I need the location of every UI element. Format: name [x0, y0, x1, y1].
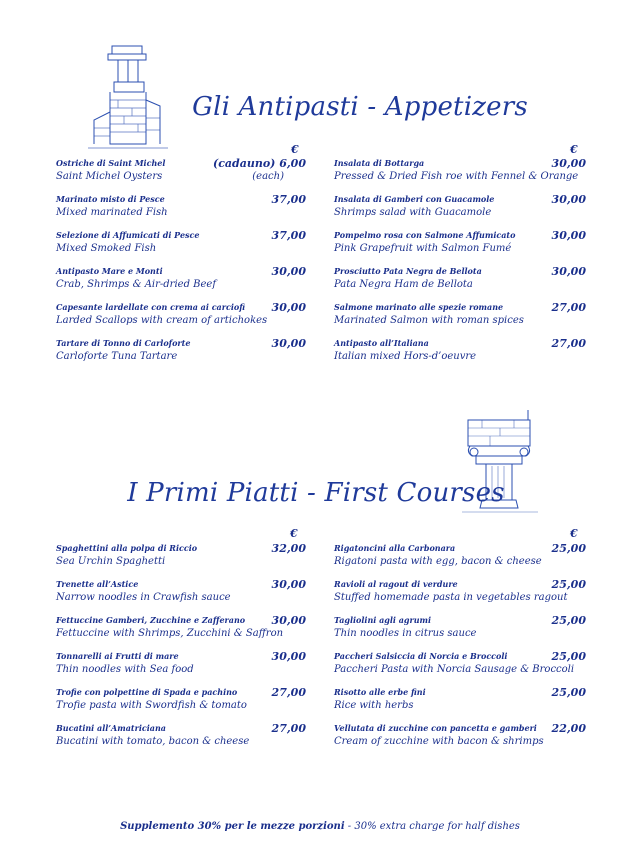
- menu-item-name: Insalata di Bottarga: [334, 158, 425, 168]
- menu-item: [56, 722, 306, 758]
- section-title-appetizers: Gli Antipasti - Appetizers: [192, 92, 528, 122]
- menu-item-description: Pressed & Dried Fish roe with Fennel & Orange: [334, 171, 579, 182]
- menu-item-price: 37,00: [271, 229, 306, 242]
- menu-item-name: Antipasto Mare e Monti: [56, 266, 163, 276]
- menu-item-description: Sea Urchin Spaghetti: [56, 556, 166, 567]
- menu-item-name: Bucatini all’Amatriciana: [56, 723, 166, 733]
- menu-item-name: Paccheri Salsiccia di Norcia e Broccoli: [334, 651, 508, 661]
- menu-item: [56, 229, 306, 265]
- menu-item-description: Shrimps salad with Guacamole: [334, 207, 492, 218]
- menu-item-price: 30,00: [271, 301, 306, 314]
- menu-item-name: Trenette all’Astice: [56, 579, 139, 589]
- menu-item-name: Trofie con polpettine di Spada e pachino: [56, 687, 238, 697]
- menu-item-description: Italian mixed Hors-d’oeuvre: [334, 351, 477, 362]
- menu-item-name: Antipasto all’Italiana: [334, 338, 429, 348]
- menu-item: [334, 614, 586, 650]
- menu-item-name: Pompelmo rosa con Salmone Affumicato: [334, 230, 516, 240]
- menu-item: [334, 265, 586, 301]
- menu-item-name: Tonnarelli ai Frutti di mare: [56, 651, 179, 661]
- appetizers-left-column: [56, 157, 306, 373]
- menu-item: [334, 542, 586, 578]
- menu-item-description: Thin noodles in citrus sauce: [334, 628, 477, 639]
- menu-item: [56, 301, 306, 337]
- menu-item: [334, 650, 586, 686]
- menu-item-name: Selezione di Affumicati di Pesce: [56, 230, 200, 240]
- menu-item-price: 30,00: [271, 614, 306, 627]
- menu-item-price: 27,00: [271, 722, 306, 735]
- menu-item-name: Salmone marinato alle spezie romane: [334, 302, 504, 312]
- menu-item-description: Pink Grapefruit with Salmon Fumé: [334, 243, 512, 254]
- menu-item-price: 30,00: [271, 578, 306, 591]
- menu-item: [56, 578, 306, 614]
- menu-item-price: 27,00: [551, 337, 586, 350]
- menu-item-name: Vellutata di zucchine con pancetta e gamberi: [334, 723, 537, 733]
- menu-item-price-note: (each): [252, 171, 284, 182]
- appetizers-right-column: [334, 157, 586, 373]
- menu-item: [56, 686, 306, 722]
- menu-item-name: Ostriche di Saint Michel: [56, 158, 166, 168]
- menu-item-description: Rice with herbs: [334, 700, 414, 711]
- menu-item-description: Fettuccine with Shrimps, Zucchini & Saffron: [56, 628, 284, 639]
- menu-item-name: Marinato misto di Pesce: [56, 194, 165, 204]
- section-title-first-courses: I Primi Piatti - First Courses: [127, 478, 505, 508]
- menu-item: [56, 157, 306, 193]
- menu-item-name: Prosciutto Pata Negra de Bellota: [334, 266, 482, 276]
- menu-item-description: Rigatoni pasta with egg, bacon & cheese: [334, 556, 542, 567]
- menu-item-description: Larded Scallops with cream of artichokes: [56, 315, 268, 326]
- menu-item-price: 30,00: [551, 265, 586, 278]
- menu-item-description: Paccheri Pasta with Norcia Sausage & Broccoli: [334, 664, 575, 675]
- currency-symbol: €: [570, 143, 578, 156]
- menu-item-description: Narrow noodles in Crawfish sauce: [56, 592, 231, 603]
- menu-item: [334, 337, 586, 373]
- menu-item-description: Marinated Salmon with roman spices: [334, 315, 524, 326]
- menu-item-price: 37,00: [271, 193, 306, 206]
- half-portion-note-english: - 30% extra charge for half dishes: [344, 821, 520, 832]
- menu-item-price: 30,00: [271, 650, 306, 663]
- menu-item-price: 30,00: [551, 193, 586, 206]
- menu-item: [334, 229, 586, 265]
- menu-item-price: 27,00: [271, 686, 306, 699]
- menu-item-description: Trofie pasta with Swordfish & tomato: [56, 700, 247, 711]
- menu-item-description: Mixed marinated Fish: [56, 207, 168, 218]
- menu-item-description: Carloforte Tuna Tartare: [56, 351, 178, 362]
- first-courses-left-column: [56, 542, 306, 758]
- menu-item: [56, 265, 306, 301]
- menu-item-description: Pata Negra Ham de Bellota: [334, 279, 473, 290]
- menu-item-price: 25,00: [551, 542, 586, 555]
- menu-item-description: Saint Michel Oysters: [56, 171, 163, 182]
- menu-item: [56, 614, 306, 650]
- menu-item-name: Capesante lardellate con crema ai carciofi: [56, 302, 246, 312]
- menu-item-price: 30,00: [551, 229, 586, 242]
- menu-item: [334, 157, 586, 193]
- menu-item-price: 32,00: [271, 542, 306, 555]
- menu-item-price: 30,00: [551, 157, 586, 170]
- menu-item-name: Tagliolini agli agrumi: [334, 615, 432, 625]
- half-portion-note-italian: Supplemento 30% per le mezze porzioni: [120, 821, 345, 832]
- menu-item: [334, 686, 586, 722]
- menu-item-price: 25,00: [551, 686, 586, 699]
- menu-item-name: Tartare di Tonno di Carloforte: [56, 338, 191, 348]
- menu-item: [56, 650, 306, 686]
- menu-item-description: Thin noodles with Sea food: [56, 664, 194, 675]
- menu-item-description: Crab, Shrimps & Air-dried Beef: [56, 279, 217, 290]
- menu-item: [56, 337, 306, 373]
- menu-item: [56, 542, 306, 578]
- menu-item-description: Bucatini with tomato, bacon & cheese: [56, 736, 250, 747]
- currency-symbol: €: [290, 527, 298, 540]
- menu-item-description: Stuffed homemade pasta in vegetables ragout: [334, 592, 568, 603]
- menu-item-price: (cadauno) 6,00: [212, 157, 306, 170]
- menu-item-name: Spaghettini alla polpa di Riccio: [56, 543, 198, 553]
- menu-item-description: Mixed Smoked Fish: [56, 243, 157, 254]
- menu-item-price: 25,00: [551, 650, 586, 663]
- menu-item-price: 27,00: [551, 301, 586, 314]
- menu-item-name: Risotto alle erbe fini: [334, 687, 426, 697]
- menu-item-name: Fettuccine Gamberi, Zucchine e Zafferano: [56, 615, 246, 625]
- menu-item: [334, 578, 586, 614]
- menu-item: [334, 193, 586, 229]
- menu-item: [56, 193, 306, 229]
- menu-item: [334, 301, 586, 337]
- menu-item-name: Insalata di Gamberi con Guacamole: [334, 194, 495, 204]
- currency-symbol: €: [570, 527, 578, 540]
- currency-symbol: €: [291, 143, 299, 156]
- half-portion-note: [0, 821, 640, 832]
- menu-item-price: 30,00: [271, 265, 306, 278]
- menu-item-description: Cream of zucchine with bacon & shrimps: [334, 736, 544, 747]
- menu-item-price: 22,00: [551, 722, 586, 735]
- menu-item-name: Ravioli al ragout di verdure: [334, 579, 458, 589]
- menu-item: [334, 722, 586, 758]
- first-courses-right-column: [334, 542, 586, 758]
- menu-item-price: 30,00: [271, 337, 306, 350]
- menu-item-price: 25,00: [551, 578, 586, 591]
- menu-item-price: 25,00: [551, 614, 586, 627]
- menu-item-name: Rigatoncini alla Carbonara: [334, 543, 456, 553]
